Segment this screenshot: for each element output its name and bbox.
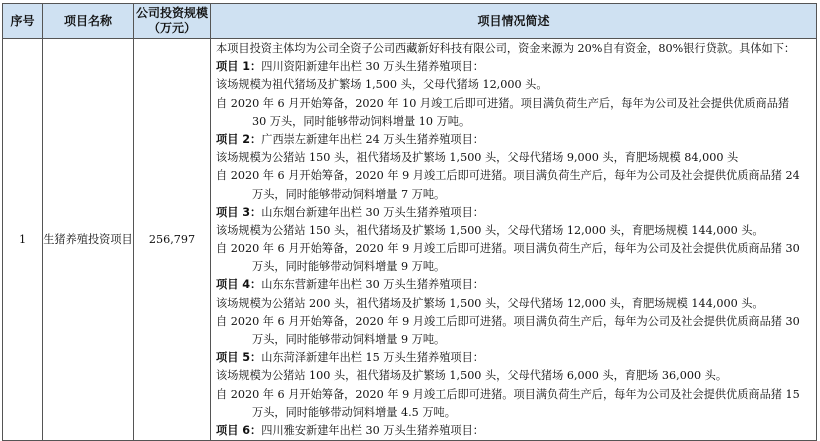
row-investment: 256,797 xyxy=(134,39,211,441)
header-investment: 公司投资规模（万元） xyxy=(134,4,211,39)
project-1-timeline-cont: 30 万头，同时能够带动饲料增量 10 万吨。 xyxy=(252,114,471,128)
row-project-name: 生猪养殖投资项目 xyxy=(43,39,134,441)
header-row xyxy=(3,4,817,39)
header-summary: 项目情况简述 xyxy=(211,4,817,39)
project-1-title xyxy=(216,58,812,76)
project-title: 山东东营新建年出栏 30 万头生猪养殖项目： xyxy=(261,278,484,292)
project-5-timeline: 自 2020 年 6 月开始筹备，2020 年 9 月竣工后即可进猪。项目满负荷生产后，每年为公司及社会提供优质商品猪 15 xyxy=(216,387,800,401)
project-title: 四川资阳新建年出栏 30 万头生猪养殖项目： xyxy=(261,60,484,74)
project-title: 山东菏泽新建年出栏 15 万头生猪养殖项目： xyxy=(261,351,484,365)
project-label: 项目 3： xyxy=(216,205,262,219)
project-4-timeline: 自 2020 年 6 月开始筹备，2020 年 9 月竣工后即可进猪。项目满负荷生产后，每年为公司及社会提供优质商品猪 30 xyxy=(216,314,800,328)
project-title: 四川雅安新建年出栏 30 万头生猪养殖项目： xyxy=(261,423,484,437)
project-2-scale: 该场规模为公猪站 150 头，祖代猪场及扩繁场 1,500 头，父母代猪场 9,000 头，育肥场规模 84,000 头 xyxy=(216,151,739,165)
project-6-title xyxy=(216,422,812,440)
project-2-timeline-cont: 万头，同时能够带动饲料增量 7 万吨。 xyxy=(252,187,446,201)
project-3-timeline-cont: 万头，同时能够带动饲料增量 9 万吨。 xyxy=(252,260,446,274)
project-label: 项目 1： xyxy=(216,60,262,74)
project-3-timeline: 自 2020 年 6 月开始筹备，2020 年 9 月竣工后即可进猪。项目满负荷生产后，每年为公司及社会提供优质商品猪 30 xyxy=(216,242,800,256)
row-summary xyxy=(211,39,817,441)
header-no: 序号 xyxy=(3,4,43,39)
project-2-title xyxy=(216,131,812,149)
table-row xyxy=(3,39,817,441)
project-label: 项目 5： xyxy=(216,351,262,365)
summary-intro: 本项目投资主体均为公司全资子公司西藏新好科技有限公司，资金来源为 20%自有资金，80%银行贷款。具体如下： xyxy=(216,42,796,55)
project-title: 山东烟台新建年出栏 30 万头生猪养殖项目： xyxy=(261,205,484,219)
project-1-timeline: 自 2020 年 6 月开始筹备，2020 年 10 月竣工后即可进猪。项目满负荷生产后，每年为公司及社会提供优质商品猪 xyxy=(216,96,790,110)
project-4-scale: 该场规模为公猪站 200 头，祖代猪场及扩繁场 1,500 头，父母代猪场 12,000 头，育肥场规模 144,000 头。 xyxy=(216,296,764,310)
header-project-name: 项目名称 xyxy=(43,4,134,39)
project-5-timeline-cont: 万头，同时能够带动饲料增量 4.5 万吨。 xyxy=(252,405,456,419)
project-2-timeline: 自 2020 年 6 月开始筹备，2020 年 9 月竣工后即可进猪。项目满负荷生产后，每年为公司及社会提供优质商品猪 24 xyxy=(216,169,800,183)
row-no: 1 xyxy=(3,39,43,441)
project-3-scale: 该场规模为公猪站 150 头，祖代猪场及扩繁场 1,500 头，父母代猪场 12,000 头，育肥场规模 144,000 头。 xyxy=(216,223,764,237)
project-5-scale: 该场规模为公猪站 100 头，祖代猪场及扩繁场 1,500 头，父母代猪场 6,000 头，育肥场 36,000 头。 xyxy=(216,369,728,383)
project-5-title xyxy=(216,349,812,367)
project-4-timeline-cont: 万头，同时能够带动饲料增量 9 万吨。 xyxy=(252,333,446,346)
project-title: 广西崇左新建年出栏 24 万头生猪养殖项目： xyxy=(261,132,484,146)
project-1-scale: 该场规模为祖代猪场及扩繁场 1,500 头，父母代猪场 12,000 头。 xyxy=(216,78,548,92)
project-3-title xyxy=(216,204,812,222)
project-label: 项目 4： xyxy=(216,278,262,292)
project-4-title xyxy=(216,276,812,294)
project-label: 项目 6： xyxy=(216,423,262,437)
project-label: 项目 2： xyxy=(216,132,262,146)
investment-table xyxy=(2,3,817,441)
